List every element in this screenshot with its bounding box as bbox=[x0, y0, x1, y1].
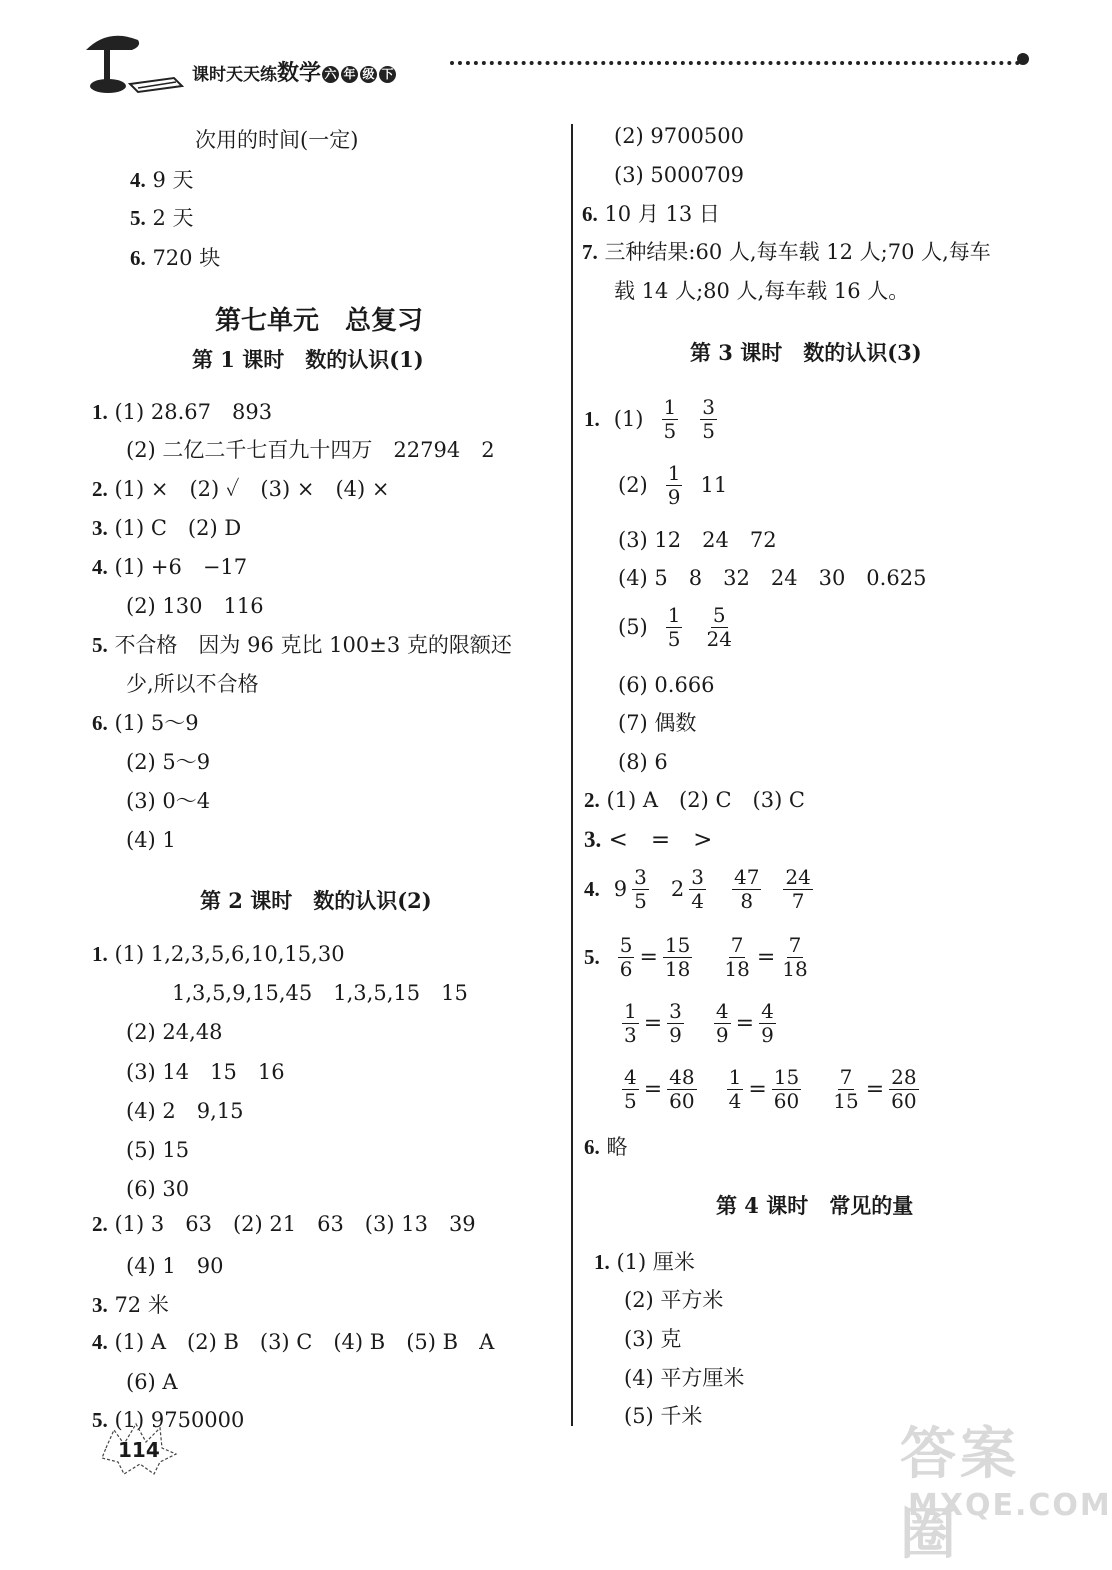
answer-line: (3) 5000709 bbox=[614, 163, 744, 187]
answer-line: (8) 6 bbox=[618, 750, 668, 774]
mixed-number: 2 $\frac{3}{4}$ bbox=[670, 865, 704, 913]
answer-line: 4. 9 天 bbox=[130, 168, 194, 192]
series-name: 课时天天练 bbox=[192, 65, 277, 85]
answer-line: 6. (1) 5～9 bbox=[92, 711, 199, 735]
lesson-title: 第 3 课时 数的认识(3) bbox=[690, 340, 922, 365]
answer-line: 6. 略 bbox=[584, 1135, 628, 1159]
fraction: $\frac{5}{24}$ bbox=[706, 603, 732, 651]
watermark-logo: 答案圈 bbox=[900, 1422, 1020, 1567]
lesson-title: 第 1 课时 数的认识(1) bbox=[192, 347, 424, 372]
grade-char: 级 bbox=[360, 66, 377, 83]
answer-line: 2. (1) × (2) ✓ (3) × (4) × bbox=[92, 477, 390, 501]
answer-line: (6) 30 bbox=[126, 1177, 190, 1201]
answer-line: (2) 9700500 bbox=[614, 124, 744, 148]
answer-line: 3. < = > bbox=[584, 827, 713, 853]
answer-line: (7) 偶数 bbox=[618, 711, 697, 735]
unit-title: 第七单元 总复习 bbox=[215, 306, 424, 336]
fraction: $\frac{1}{5}$ bbox=[663, 395, 677, 443]
answer-line: (4) 1 bbox=[126, 828, 176, 852]
answer-line: 5. 2 天 bbox=[130, 206, 194, 230]
answer-line: (3) 0～4 bbox=[126, 789, 211, 813]
carry-over-text: 次用的时间(一定) bbox=[195, 128, 359, 152]
answer-line: 4. (1) +6 −17 bbox=[92, 555, 248, 579]
grade-char: 下 bbox=[379, 66, 396, 83]
answer-line: (4) 2 9,15 bbox=[126, 1099, 244, 1123]
answer-line: 1. (1) 1,2,3,5,6,10,15,30 bbox=[92, 942, 345, 966]
answer-line: (3) 克 bbox=[624, 1327, 682, 1351]
grade-char: 年 bbox=[341, 66, 358, 83]
answer-line: 载 14 人;80 人,每车载 16 人。 bbox=[614, 279, 910, 303]
fraction: $\frac{1}{9}$ bbox=[667, 461, 681, 509]
answer-line: 5. 不合格 因为 96 克比 100±3 克的限额还 bbox=[92, 633, 512, 657]
header-rule-end-dot bbox=[1017, 53, 1029, 65]
answer-line: 6. 10 月 13 日 bbox=[582, 202, 720, 226]
answer-line: 2. (1) 3 63 (2) 21 63 (3) 13 39 bbox=[92, 1212, 476, 1236]
answer-line: 1. (1) 28.67 893 bbox=[92, 400, 273, 424]
answer-line: 少,所以不合格 bbox=[126, 672, 259, 696]
answer-line: (6) A bbox=[126, 1370, 178, 1394]
answer-line: (4) 平方厘米 bbox=[624, 1366, 745, 1390]
answer-line: 1. (1) $\frac{1}{5}$ $\frac{3}{5}$ bbox=[584, 395, 715, 443]
lesson-title: 第 4 课时 常见的量 bbox=[716, 1193, 914, 1218]
fraction-equation: $\frac{4}{5}$ = $\frac{48}{60}$ bbox=[624, 1065, 695, 1113]
fraction-equation: $\frac{5}{6}$ = $\frac{15}{18}$ bbox=[619, 933, 691, 981]
watermark-url: MXQE.COM bbox=[908, 1488, 1112, 1523]
answer-line: 2. (1) A (2) C (3) C bbox=[584, 788, 806, 812]
book-title bbox=[192, 56, 397, 87]
answer-line: 7. 三种结果:60 人,每车载 12 人;70 人,每车 bbox=[582, 240, 991, 264]
fraction-equation: $\frac{7}{18}$ = $\frac{7}{18}$ bbox=[724, 933, 808, 981]
grade-char: 六 bbox=[322, 66, 339, 83]
answer-line: 4. (1) A (2) B (3) C (4) B (5) B A bbox=[92, 1330, 495, 1354]
answer-line: (2) 二亿二千七百九十四万 22794 2 bbox=[126, 438, 495, 462]
fraction-equation: $\frac{4}{9}$ = $\frac{4}{9}$ bbox=[715, 999, 774, 1047]
answer-line: (5) $\frac{1}{5}$ $\frac{5}{24}$ bbox=[618, 603, 732, 651]
answer-line: (4) 5 8 32 24 30 0.625 bbox=[618, 566, 927, 590]
fraction-equation: $\frac{7}{15}$ = $\frac{28}{60}$ bbox=[833, 1065, 917, 1113]
fraction: $\frac{3}{5}$ bbox=[702, 395, 715, 443]
answer-line: 3. 72 米 bbox=[92, 1293, 169, 1317]
fraction: $\frac{1}{5}$ bbox=[667, 603, 681, 651]
answer-line: (2) 24,48 bbox=[126, 1020, 223, 1044]
desk-lamp-icon bbox=[78, 22, 188, 102]
header-dotted-rule bbox=[450, 57, 1020, 65]
mixed-number: 9 $\frac{3}{5}$ bbox=[613, 865, 647, 913]
answer-line: (2) 5～9 bbox=[126, 750, 211, 774]
lesson-title: 第 2 课时 数的认识(2) bbox=[200, 888, 432, 913]
answer-line: (2) 平方米 bbox=[624, 1288, 724, 1312]
fraction: $\frac{47}{8}$ bbox=[733, 865, 760, 913]
answer-line: 1,3,5,9,15,45 1,3,5,15 15 bbox=[172, 981, 468, 1005]
answer-line: (6) 0.666 bbox=[618, 673, 715, 697]
answer-line bbox=[618, 1066, 945, 1113]
answer-line: 3. (1) C (2) D bbox=[92, 516, 242, 540]
answer-line bbox=[618, 1000, 802, 1047]
answer-line: (5) 千米 bbox=[624, 1404, 703, 1428]
answer-line: 6. 720 块 bbox=[130, 246, 221, 270]
answer-line: 5. $\frac{5}{6}$ = $\frac{15}{18}$ $\frac{7}{18}$ = $\frac{7}{18}$ bbox=[584, 934, 836, 981]
answer-line: 5. (1) 9750000 bbox=[92, 1408, 245, 1432]
answer-line: (2) 130 116 bbox=[126, 594, 264, 618]
answer-line: (5) 15 bbox=[126, 1138, 190, 1162]
answer-line: (3) 12 24 72 bbox=[618, 528, 777, 552]
column-divider bbox=[571, 124, 573, 1426]
answer-line: 4. 9 $\frac{3}{5}$ 2 $\frac{3}{4}$ $\frac{47}{8}$ $\frac{24}{7}$ bbox=[584, 865, 811, 913]
fraction: $\frac{24}{7}$ bbox=[785, 865, 811, 913]
fraction-equation: $\frac{1}{3}$ = $\frac{3}{9}$ bbox=[624, 999, 682, 1047]
answer-line: 1. (1) 厘米 bbox=[594, 1250, 695, 1274]
page-header bbox=[0, 0, 1075, 120]
subject-name: 数学 bbox=[277, 61, 322, 86]
answer-line: (2) $\frac{1}{9}$ 11 bbox=[618, 461, 728, 509]
page-number: 114 bbox=[118, 1438, 160, 1462]
answer-line: (3) 14 15 16 bbox=[126, 1060, 285, 1084]
fraction-equation: $\frac{1}{4}$ = $\frac{15}{60}$ bbox=[728, 1065, 800, 1113]
answer-line: (4) 1 90 bbox=[126, 1254, 224, 1278]
